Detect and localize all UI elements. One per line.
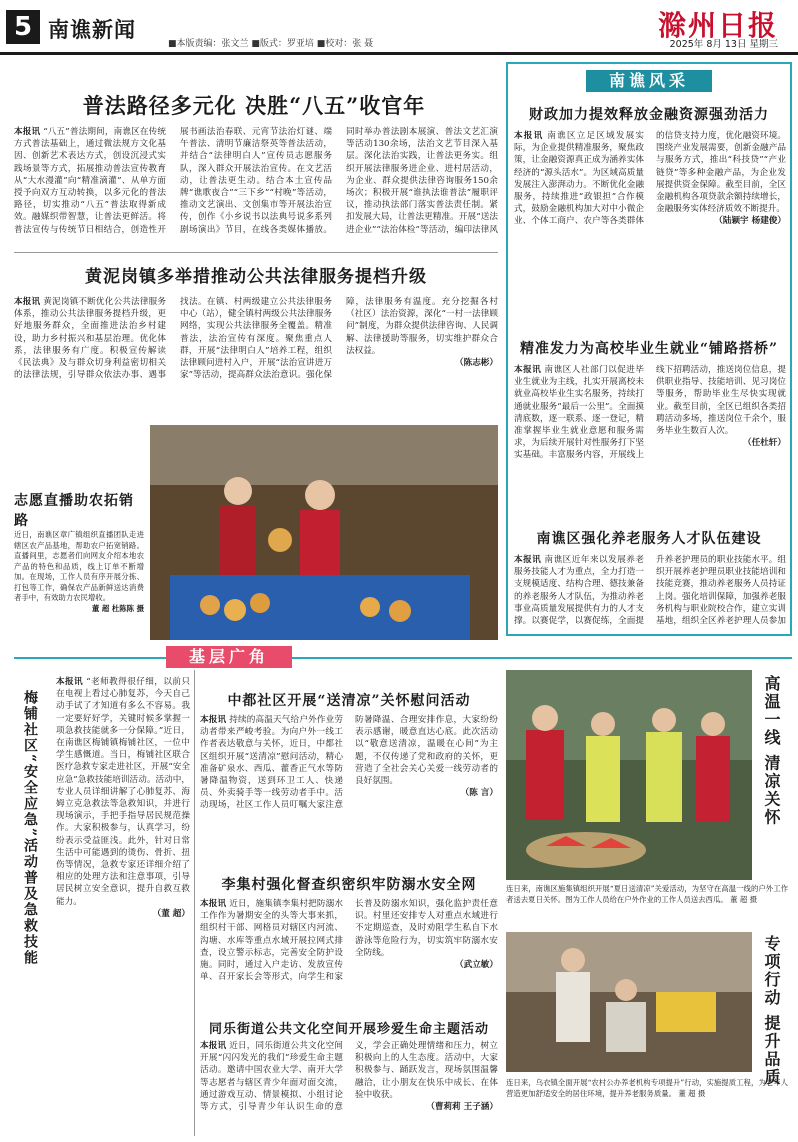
watermelon-byline: 董 超 摄 [730, 894, 757, 904]
employment-article-text: 南谯区人社部门以促进毕业生就业为主线，扎实开展离校未就业高校毕业生实名服务，持续打通就业服务“最后一公里”。全面摸清底数，逐一联系、逐一登记，精准掌握毕业生就业意愿和服务需求，为后续开展针对性服务打下坚实基础。丰富服务内容，开展线上线下招聘活动，推送岗位信息，提供职业指导、技能培训、见习岗位等服务，帮助毕业生尽快实现就业。截至目前，全区已组织各类招聘活动多场，推送岗位千余个，服务毕业生数百人次。 [514, 365, 786, 461]
second-article-body [14, 296, 498, 418]
eldercare-headline: 南谯区强化养老服务人才队伍建设 [536, 531, 762, 547]
grassroots-band: 基层广角 [166, 646, 292, 668]
grassroots-rule [14, 657, 792, 659]
lead-article-body [14, 126, 498, 248]
photo-story-caption-text: 直播间里，志愿者们向网友介绍本地农产品的特色和品质，线上订单不断增加。在现场，工作人员有序开展分拣、打包等工作，确保农产品新鲜送达消费者手中，有效助力农民增收。 [14, 551, 144, 602]
volunteers-delivering-watermelon-photo [506, 670, 752, 880]
eldercare-article-body [514, 554, 786, 632]
nanqiao-feature-band: 南谯风采 [586, 70, 712, 92]
issue-date: 2025年 8月 13日 星期三 [669, 39, 778, 50]
photo-story-caption [14, 530, 144, 630]
meipu-dateline: 本报讯 [56, 677, 84, 687]
finance-dateline: 本报讯 [514, 131, 544, 141]
finance-article-body [514, 130, 786, 330]
zhongdu-byline: （陈 言） [460, 788, 498, 799]
editor-credits: ■本版责编：张文兰 ■版式：罗亚培 ■校对：张 聂 [168, 39, 374, 49]
divider [194, 670, 195, 1136]
employment-dateline: 本报讯 [514, 365, 542, 375]
meipu-article-text: “老师教得很仔细，以前只在电视上看过心肺复苏，今天自己动手试了才知道有多么不容易。我一定要好好学，关键时候多掌握一项急救技能就多一分保障。”近日，在南谯区梅铺镇梅铺社区，一位中学生感慨道。当日，梅铺社区联合医疗急救专家走进社区，开展“安全应急”急救技能培训活动。活动中，专业人员详细讲解了心肺复苏、海姆立克急救法等急救知识，并进行现场演示，手把手指导居民规范操作。大家积极参与，认真学习，纷纷表示受益匪浅。此外，针对日常生活中可能遇到的烫伤、骨折、扭伤等情况，急救专家还详细介绍了相应的处理方法和注意事项，引导居民树立安全意识，提升自救互救能力。 [56, 677, 190, 907]
lijicun-byline: （武立敏） [455, 960, 498, 971]
photo-story-byline: 董 超 杜陈陈 摄 [91, 603, 144, 613]
farmers-livestream-illustration [150, 425, 498, 640]
lead-headline: 普法路径多元化 决胜“八五”收官年 [82, 93, 426, 118]
meipu-article-body [56, 676, 190, 1134]
finance-headline: 财政加力提效释放金融资源强劲活力 [529, 107, 769, 123]
tongle-dateline: 本报讯 [200, 1041, 227, 1051]
lijicun-article-text: 近日，施集镇李集村把防溺水工作作为暑期安全的头等大事来抓，组织村干部、网格员对辖区内河流、沟塘、水库等重点水域开展拉网式排查，设立警示标志，完善安全防护设施。同时，通过入户走访、发放宣传单、召开家长会等形式，向学生和家长普及防溺水知识，强化监护责任意识。村里还安排专人对重点水域进行不定期巡查，及时劝阻学生私自下水游泳等危险行为，切实筑牢防溺水安全防线。 [200, 899, 498, 983]
elderly-care-caption [506, 1078, 788, 1122]
watermelon-caption-text: 连日来，南谯区施集镇组织开展“夏日送清凉”关爱活动，为坚守在高温一线的户外工作者送去夏日关怀。图为工作人员给在户外作业的工作人员送去西瓜。 [506, 884, 788, 904]
finance-byline: （陆颖宇 杨建俊） [714, 216, 786, 227]
meipu-headline: 梅铺社区“安全应急”活动普及急救技能 [22, 690, 38, 967]
farmers-livestream-photo [150, 425, 498, 640]
lijicun-article-body [200, 898, 498, 998]
section-title: 南谯新闻 [48, 17, 136, 42]
employment-headline: 精准发力为高校毕业生就业“铺路搭桥” [519, 341, 779, 357]
eldercare-vertical-title: 专项行动 提升品质 [762, 935, 781, 1087]
second-headline: 黄泥岗镇多举措推动公共法律服务提档升级 [85, 267, 427, 287]
lijicun-headline: 李集村强化督查织密织牢防溺水安全网 [221, 877, 477, 893]
second-byline: （陈志彬） [455, 358, 498, 369]
elderly-care-service-photo [506, 932, 752, 1072]
tongle-headline: 同乐街道公共文化空间开展珍爱生命主题活动 [208, 1022, 489, 1037]
photo-story-caption-lead: 近日，南谯区章广镇组织直播团队走进辖区农产品基地，帮助农户拓宽销路。 [14, 530, 144, 550]
zhongdu-article-text: 持续的高温天气给户外作业劳动者带来严峻考验。为向户外一线工作者表达敬意与关怀，近日，中都社区组织开展“送清凉”慰问活动，精心准备矿泉水、西瓜、藿香正气水等防暑降温物资，送到环卫工人、快递员、外卖骑手等一线劳动者手中。活动现场，社区工作人员叮嘱大家注意防暑降温、合理安排作息，大家纷纷表示感谢，暖意直达心底。此次活动以“敬意送清凉，温暖在心间”为主题，不仅传递了党和政府的关怀，更营造了全社会关心关爱一线劳动者的良好氛围。 [200, 715, 498, 811]
elderly-care-byline: 董 超 摄 [678, 1088, 706, 1098]
masthead [0, 0, 798, 52]
second-dateline: 本报讯 [14, 297, 41, 307]
employment-byline: （任杜轩） [743, 438, 786, 449]
watermelon-caption [506, 884, 788, 926]
tongle-byline: （曹莉莉 王子涵） [426, 1102, 498, 1113]
eldercare-article-text: 南谯区近年来以发展养老服务技能人才为重点，全力打造一支规模适度、结构合理、德技兼备的养老服务人才队伍，为推动养老事业高质量发展提供有力的人才支撑。以赛促学，以赛促练，全面提升养老护理员的职业技能水平。组织开展养老护理员职业技能培训和技能竞赛，推动养老服务人员持证上岗。强化培训保障，加强养老服务机构与职业院校合作，建立实训基地，组织全区养老护理人员参加 [514, 555, 786, 627]
page-number: 5 [6, 10, 40, 44]
zhongdu-article-body [200, 714, 498, 840]
meipu-byline: （董 超） [152, 908, 190, 919]
finance-article-text: 南谯区立足区域发展实际，为企业提供精准服务，聚焦政策，让金融资源真正成为涵养实体经济的“源头活水”。为区域高质量发展注入澎湃动力。不断优化金融服务，持续推进“政银担”合作模式，鼓励金融机构加大对中小微企业、个体工商户、农户等各类群体的信贷支持力度，优化融资环境。围绕产业发展需要，创新金融产品与服务方式，推出“科技贷”“产业链贷”等多种金融产品，为企业发展提供资金保障。截至目前，全区金融机构各项贷款余额持续增长，金融服务实体经济质效不断提升。 [514, 131, 786, 227]
masthead-rule [0, 52, 798, 55]
heat-care-vertical-title: 高温一线 清凉关怀 [762, 675, 781, 827]
lead-dateline: 本报讯 [14, 127, 41, 137]
tongle-article-text: 近日，同乐街道公共文化空间开展“闪闪发光的我们”珍爱生命主题活动。邀请中国农业大学、南开大学等志愿者与辖区青少年面对面交流，通过游戏互动、情景模拟、小组讨论等方式，引导青少年认识生命的意义，学会正确处理情绪和压力，树立积极向上的人生态度。活动中，大家积极参与、踊跃发言，现场氛围温馨融洽，让小朋友在快乐中成长、在体验中收获。 [200, 1041, 498, 1113]
elderly-care-caption-text: 连日来，乌衣镇全面开展“农村公办养老机构专项提升”行动，实施提质工程，为老年人营造更加舒适安全的居住环境，提升养老服务质量。 [506, 1078, 788, 1098]
second-article-text: 黄泥岗镇不断优化公共法律服务体系，推动公共法律服务提档升级，更好地服务群众，全面推进法治乡村建设，助力乡村振兴和基层治理。优化体系，法律服务有广度。积极宣传解读《民法典》及与群众切身利益密切相关的法律法规，引导群众依法办事、遇事找法。在镇、村两级建立公共法律服务中心（站），健全镇村两级公共法律服务网络，实现公共法律服务全覆盖。精准普法，法治宣传有深度。聚焦重点人群，开展“法律明白人”培养工程，组织法律顾问进村入户，开展“法治宣讲进万家”等活动，提高群众法治意识。强化保障，法律服务有温度。充分挖掘各村（社区）法治资源，深化“一村一法律顾问”制度，为群众提供法律咨询、人民调解、法律援助等服务，切实维护群众合法权益。 [14, 297, 498, 381]
watermelon-illustration [506, 670, 752, 880]
tongle-article-body [200, 1040, 498, 1134]
employment-article-body [514, 364, 786, 520]
elderly-care-illustration [506, 932, 752, 1072]
zhongdu-dateline: 本报讯 [200, 715, 227, 725]
divider [14, 252, 498, 253]
newspaper-logo: 滁州日报 [657, 9, 778, 42]
lijicun-dateline: 本报讯 [200, 899, 227, 909]
eldercare-dateline: 本报讯 [514, 555, 542, 565]
photo-story-headline: 志愿直播助农拓销路 [14, 493, 134, 529]
zhongdu-headline: 中都社区开展“送清凉”关怀慰问活动 [227, 693, 471, 709]
lead-article-text: “八五”普法期间，南谯区在传统方式普法基础上，通过微法规方文化基因、创新艺术表达方式，创设沉浸式实践场景等方式，拓展推动普法宣传教育从“大水漫灌”向“精准滴灌”、从单方面授予向双方互动转换，以多元化的普法路径，切实推动“八五”普法取得新成效。融媒织带智慧，让普法更鲜活。将普法宣传与传统节日相结合，创造性开展书画法治春联、元宵节法治灯谜、端午普法、清明节廉洁祭英等普法活动，并结合“法律明白人”宣传员志愿服务队，深入群众开展法治宣传。在文艺活动，让普法更生动。结合本土宣传品牌“谯歌夜合”“三下乡”“村晚”等活动，推动文艺演出、文创集市等开展法治宣传，创作《小乡说书以法典号说多系列剧场演出》节目，在线各类媒体播放。同时举办普法剧本展演、普法文艺汇演等活动130余场，法治文艺节目深入基层。深化法治实践，让普法更务实。组织开展法律服务进企业、进村居活动，为企业、群众提供法律咨询服务150余场次；积极开展“谁执法谁普法”履职评议，推动执法部门落实普法责任制。紧扣发展大局，让普法更精准。开展“送法进企业”“法治体检”等活动，编印法律风 [14, 127, 498, 235]
